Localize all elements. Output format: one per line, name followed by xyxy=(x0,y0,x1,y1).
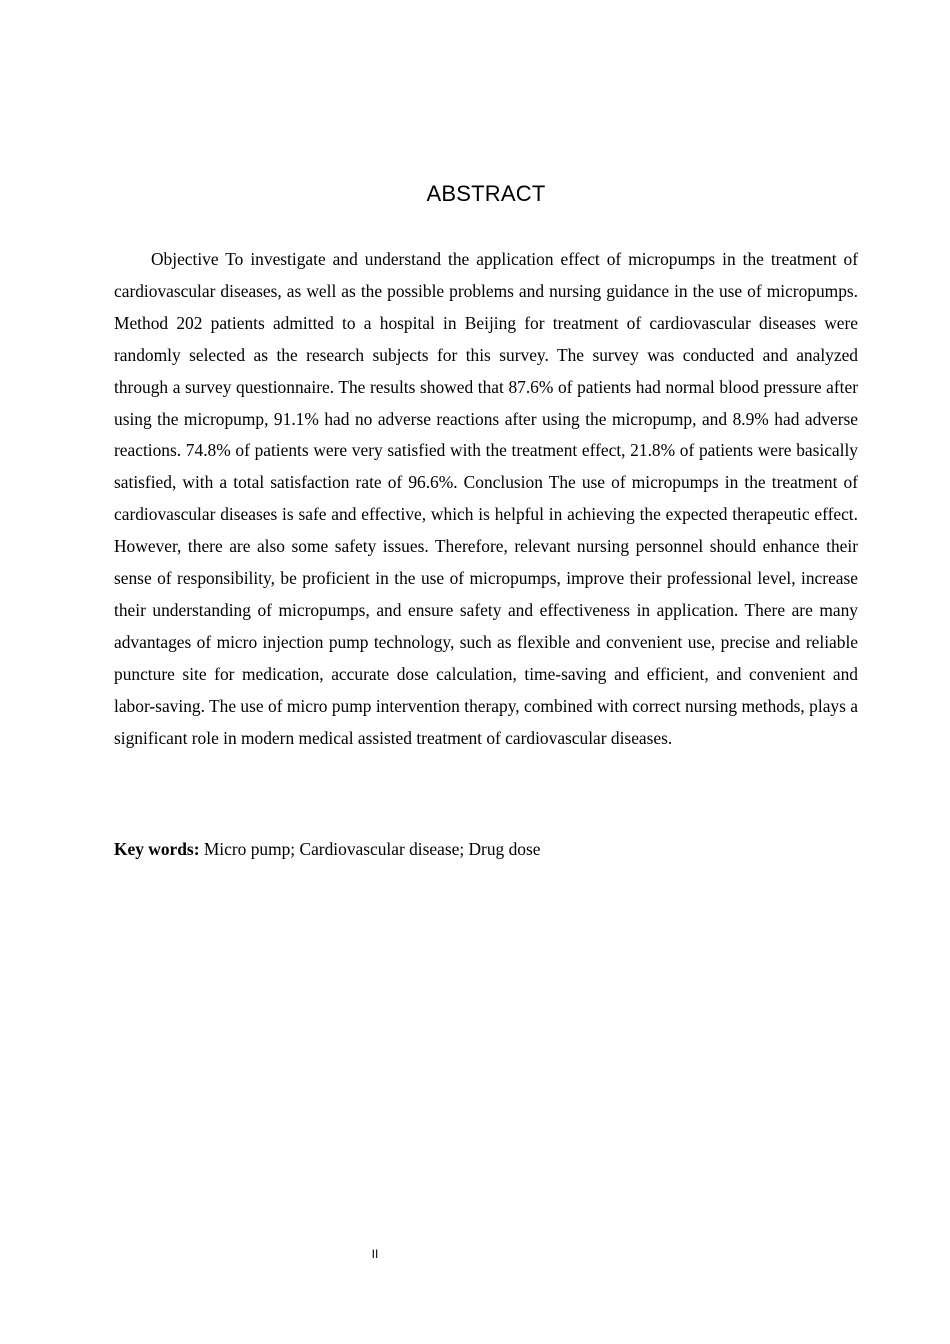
keywords-line xyxy=(114,834,858,864)
abstract-paragraph: Objective To investigate and understand the application effect of micropumps in the treatment of cardiovascular diseases, as well as the possible problems and nursing guidance in the use of micropumps. Method 202 patients admitted to a hospital in Beijing for treatment of cardiovascular diseases were randomly selected as the research subjects for this survey. The survey was conducted and analyzed through a survey questionnaire. The results showed that 87.6% of patients had normal blood pressure after using the micropump, 91.1% had no adverse reactions after using the micropump, and 8.9% had adverse reactions. 74.8% of patients were very satisfied with the treatment effect, 21.8% of patients were basically satisfied, with a total satisfaction rate of 96.6%. Conclusion The use of micropumps in the treatment of cardiovascular diseases is safe and effective, which is helpful in achieving the expected therapeutic effect. However, there are also some safety issues. Therefore, relevant nursing personnel should enhance their sense of responsibility, be proficient in the use of micropumps, improve their professional level, increase their understanding of micropumps, and ensure safety and effectiveness in application. There are many advantages of micro injection pump technology, such as flexible and convenient use, precise and reliable puncture site for medication, accurate dose calculation, time-saving and efficient, and convenient and labor-saving. The use of micro pump intervention therapy, combined with correct nursing methods, plays a significant role in modern medical assisted treatment of cardiovascular diseases. xyxy=(114,249,858,748)
keywords-text: Micro pump; Cardiovascular disease; Drug dose xyxy=(199,839,541,859)
page-number: II xyxy=(371,1247,379,1261)
abstract-title: ABSTRACT xyxy=(426,181,546,206)
keywords-label: Key words: xyxy=(114,839,200,859)
